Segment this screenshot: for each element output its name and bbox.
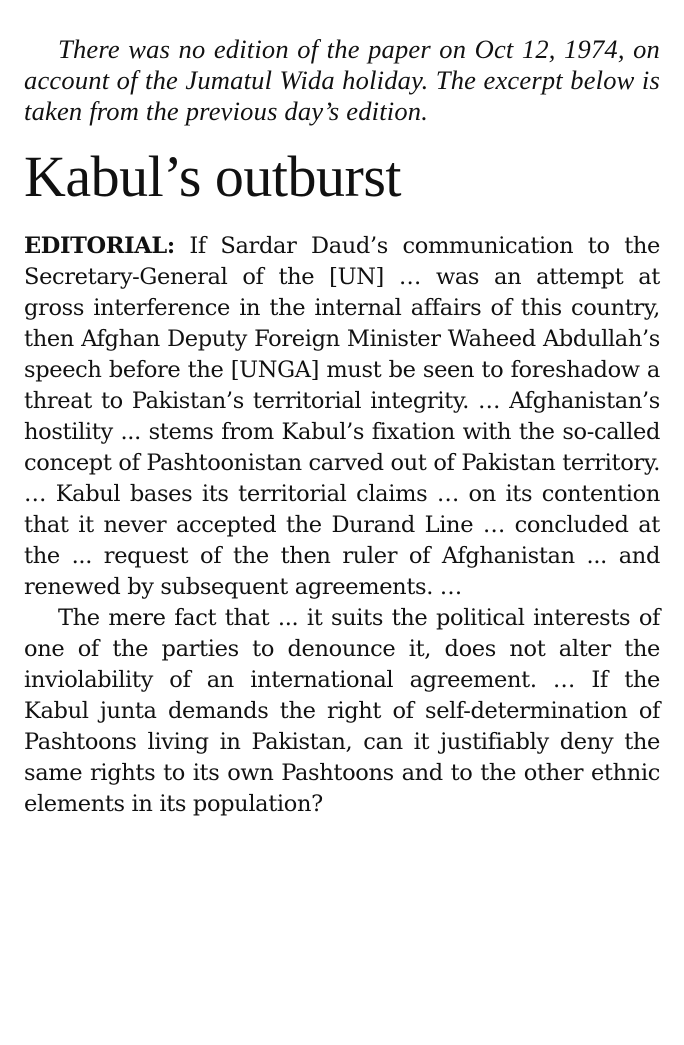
article: [24, 34, 660, 820]
editorial-kicker: EDITORIAL:: [24, 233, 175, 259]
body-paragraph-1: [24, 231, 660, 603]
article-body: [24, 231, 660, 820]
body-paragraph-1-text: If Sardar Daud’s communication to the Secretary-General of the [UN] … was an attempt at gross interference in the internal affairs of this country, then Afghan Deputy Foreign Minister Waheed Abdullah’s speech before the [UNGA] must be seen to foreshadow a threat to Pakistan’s territorial integrity. … Afghanistan’s hostility ... stems from Kabul’s fixation with the so-called concept of Pashtoonistan carved out of Pakistan territory. … Kabul bases its territorial claims … on its contention that it never accepted the Durand Line … concluded at the ... request of the then ruler of Afghanistan ... and renewed by subsequent agreements. …: [24, 233, 660, 600]
edition-note: There was no edition of the paper on Oct 12, 1974, on account of the Jumatul Wida holiday. The excerpt below is taken from the previous day’s edition.: [24, 34, 660, 126]
body-paragraph-2: The mere fact that ... it suits the political interests of one of the parties to denounce it, does not alter the inviolability of an international agreement. … If the Kabul junta demands the right of self-determination of Pashtoons living in Pakistan, can it justifiably deny the same rights to its own Pashtoons and to the other ethnic elements in its population?: [24, 605, 660, 817]
headline: Kabul’s outburst: [24, 144, 402, 209]
